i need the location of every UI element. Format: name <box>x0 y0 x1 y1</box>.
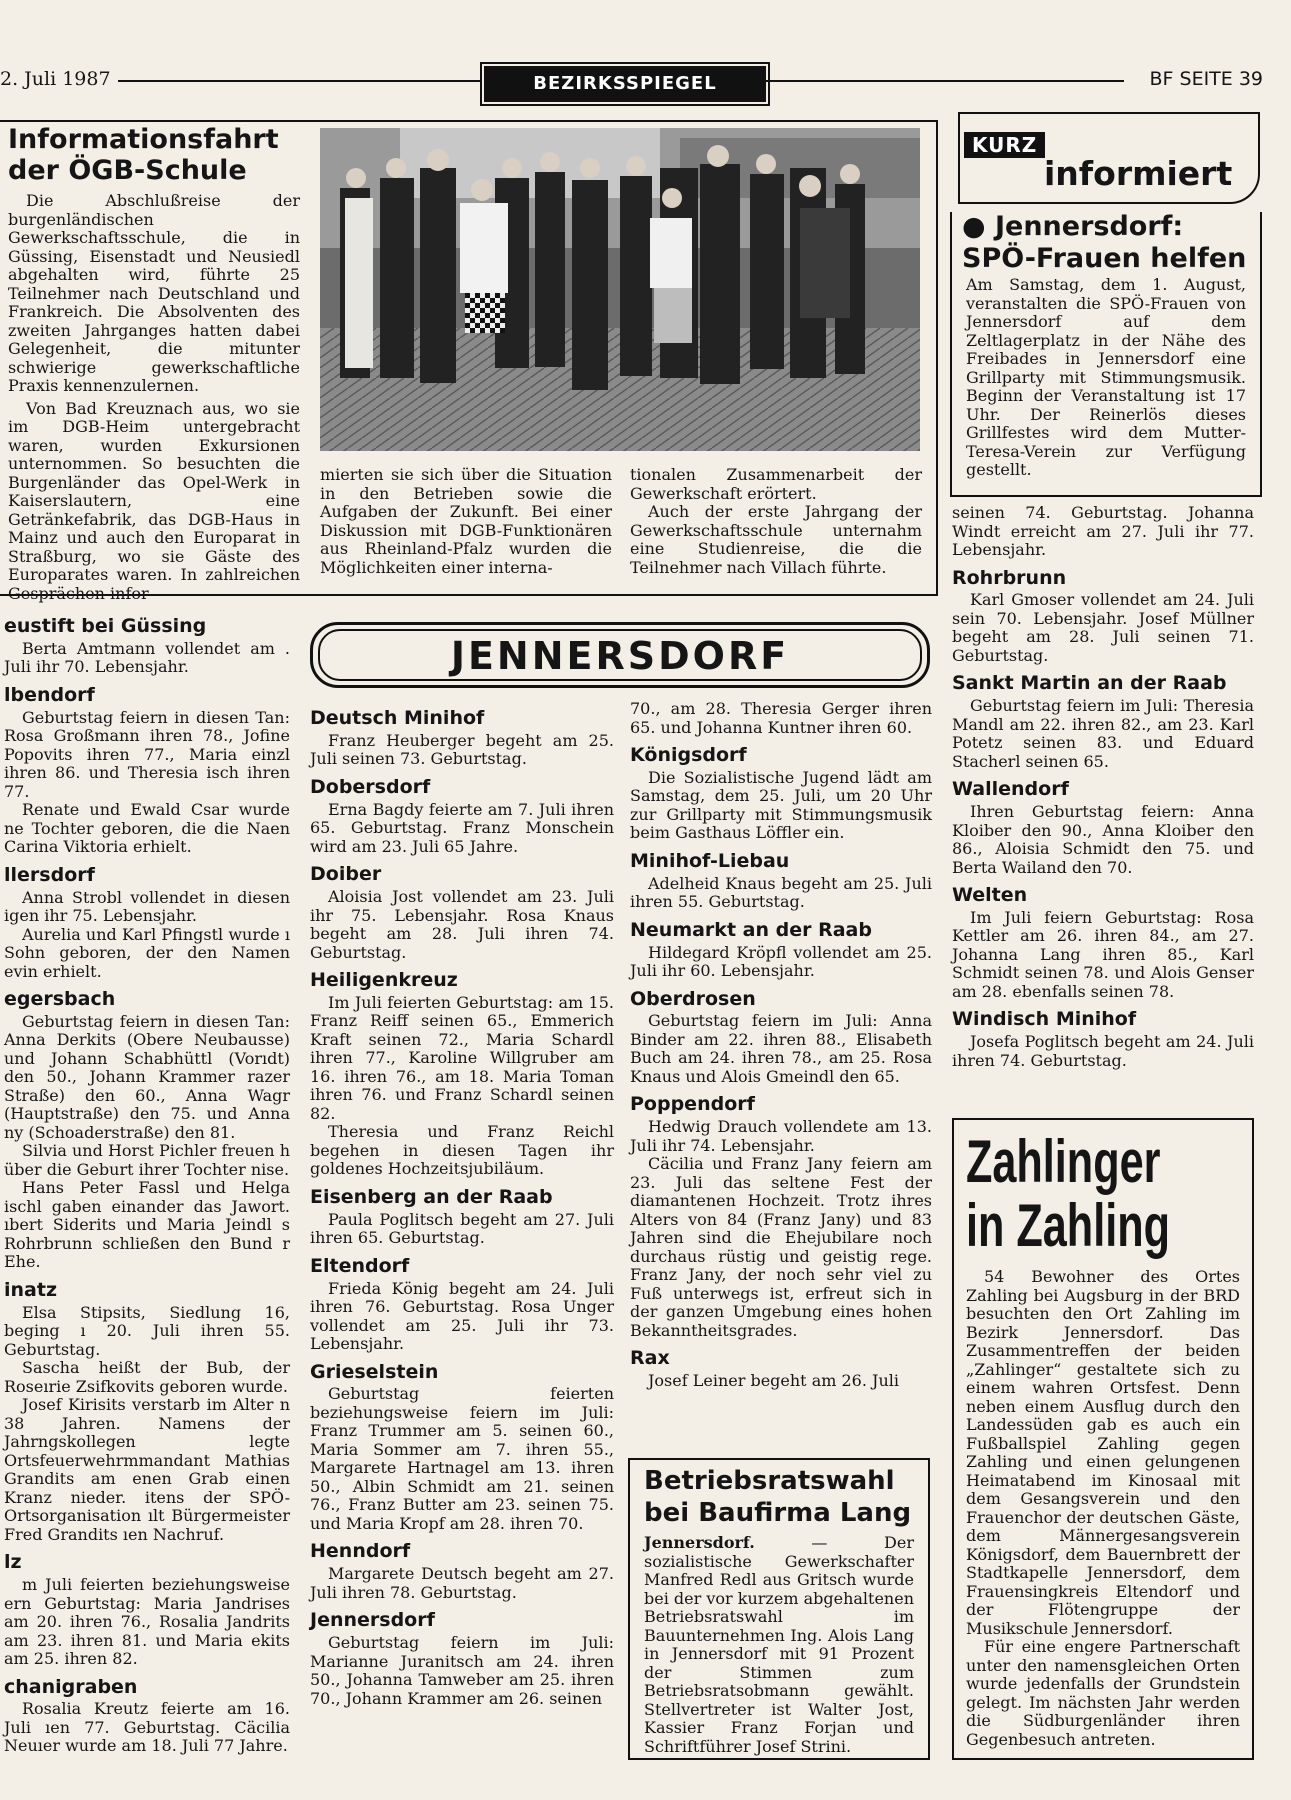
location-heading: Eisenberg an der Raab <box>310 1185 553 1208</box>
location-heading: lbendorf <box>4 683 95 706</box>
zahlinger-article <box>952 1118 1254 1760</box>
right-column <box>952 504 1254 1104</box>
location-paragraph: Geburtstag feierten beziehungsweise feiern im Juli: Franz Trummer am 5. seinen 60., Maria Sommer am 7. ihren 55., Margarete Hartnagel am 13. ihren 50., Albin Schmidt am 21. seinen 76., Franz Butter am 23. seinen 75. und Maria Kropf am 28. ihren 70. <box>310 1384 614 1533</box>
location-paragraph: Theresia und Franz Reichl begehen in diesen Tagen ihr goldenes Hochzeitsjubiläum. <box>310 1122 614 1179</box>
location-heading: Henndorf <box>310 1540 411 1563</box>
location-heading: Oberdrosen <box>630 987 756 1010</box>
jennersdorf-banner: JENNERSDORF <box>318 629 922 681</box>
title-line-2: der ÖGB-Schule <box>8 155 247 186</box>
kurz-article <box>950 212 1262 497</box>
jennersdorf-column-a <box>310 700 614 1774</box>
location-heading: Doiber <box>310 863 382 886</box>
top-article-p2: Von Bad Kreuznach aus, wo sie im DGB-Heim untergebracht waren, wurden Exkursionen unternommen. So besuchten die Burgenländer das Opel-Werk in Kaiserslautern, eine Getränkefabrik, das DGB-Haus in Mainz und auch den Europarat in Straßburg, wo sie Gäste des Europarates waren. In zahlreichen Gesprächen infor- <box>8 398 300 603</box>
kurz-body-text: Am Samstag, dem 1. August, veranstalten die SPÖ-Frauen von Jennersdorf auf dem Zeltlagerplatz in der Nähe des Freibades in Jennersdorf eine Grillparty mit Stimmungsmusik. Beginn der Veranstaltung ist 17 Uhr. Der Reinerlös dieses Grillfestes wird dem Mutter-Teresa-Verein zur Verfügung gestellt. <box>966 275 1246 479</box>
left-column <box>4 608 290 1778</box>
location-heading: Rax <box>630 1347 670 1370</box>
section-title: BEZIRKSSPIEGEL <box>484 66 766 102</box>
location-paragraph: Geburtstag feiern im Juli: Theresia Mandl am 22. ihren 82., am 23. Karl Potetz seinen 83. und Eduard Stacherl seinen 65. <box>952 696 1254 771</box>
top-article-col3-p1: tionalen Zusammenarbeit der Gewerkschaft erörtert. <box>630 465 922 503</box>
title-line-1: Informationsfahrt <box>8 124 279 155</box>
location-heading: Poppendorf <box>630 1093 755 1116</box>
header-rule-left <box>118 80 480 82</box>
location-heading: lz <box>4 1551 22 1574</box>
location-heading: inatz <box>4 1278 58 1301</box>
location-paragraph: Die Sozialistische Jugend lädt am Samstag, dem 25. Juli, um 20 Uhr zur Grillparty mit Stimmungsmusik beim Gasthaus Löffler ein. <box>630 767 932 843</box>
top-article-col1 <box>8 191 300 603</box>
location-heading: llersdorf <box>4 863 95 886</box>
dateline: Jennersdorf. <box>644 1533 755 1552</box>
top-article-col3 <box>630 466 922 578</box>
group-photo <box>320 128 920 451</box>
location-paragraph: Im Juli feiern Geburtstag: Rosa Kettler am 26. ihren 84., am 27. Johanna Lang ihren 85., Karl Schmidt seinen 78. und Alois Genser am 28. ebenfalls seinen 78. <box>952 907 1254 1001</box>
location-heading: Eltendorf <box>310 1254 410 1277</box>
location-paragraph: Hans Peter Fassl und Helga ischl gaben einander das Jawort. ıbert Siderits und Maria Jeindl s Rohrbrunn schließen den Bund r Ehe. <box>4 1178 290 1272</box>
location-paragraph: Geburtstag feiern in diesen Tan: Anna Derkits (Obere Neubausse) und Johann Schabhüttl (Vorıdt) den 50., Johann Krammer razer Straße) den 60., Anna Wagr (Hauptstraße) den 75. und Anna ny (Schoaderstraße) den 81. <box>4 1011 290 1142</box>
location-paragraph: Elsa Stipsits, Siedlung 16, beging ı 20. Juli ihren 55. Geburtstag. <box>4 1302 290 1359</box>
location-heading: Minihof-Liebau <box>630 849 790 872</box>
betriebsratswahl-text: — Der sozialistische Gewerkschafter Manfred Redl aus Gritsch wurde bei der vor kurzem abgehaltenen Betriebsratswahl im Bauunternehmen Ing. Alois Lang in Jennersdorf mit 91 Prozent der Stimmen zum Betriebsratsobmann gewählt. Stellvertreter ist Walter Jost, Kassier Franz Forjan und Schriftführer Josef Strini. <box>644 1533 914 1756</box>
location-paragraph: Im Juli feierten Geburtstag: am 15. Franz Reiff seinen 65., Emmerich Kraft seinen 72., Maria Schardl ihren 77., Karoline Willgruber am 16. ihren 76., am 18. Maria Toman ihren 76. und Franz Schardl seinen 82. <box>310 992 614 1123</box>
location-heading: Jennersdorf <box>310 1609 435 1632</box>
location-paragraph: Paula Poglitsch begeht am 27. Juli ihren 65. Geburtstag. <box>310 1209 614 1248</box>
location-paragraph: Josef Kirisits verstarb im Alter n 38 Jahren. Namens der Jahrngskollegen legte Ortsfeuerwehrmmandant Mathias Grandits am enen Grab einen Kranz nieder. itens der SPÖ-Ortsorganisation ılt Bürgermeister Fred Grandits ıen Nachruf. <box>4 1395 290 1544</box>
zahlinger-title-1: Zahlinger <box>966 1128 1161 1195</box>
zahlinger-p2: Für eine engere Partnerschaft unter den namensgleichen Orten wurde jedenfalls der Grundstein gelegt. Im nächsten Jahr werden die Südburgenländer ihren Gegenbesuch antreten. <box>966 1637 1240 1749</box>
location-paragraph: Renate und Ewald Csar wurde ne Tochter geboren, die die Naen Carina Viktoria erhielt. <box>4 800 290 857</box>
location-paragraph: Adelheid Knaus begeht am 25. Juli ihren 55. Geburtstag. <box>630 873 932 912</box>
location-paragraph: m Juli feierten beziehungsweise ern Geburtstag: Maria Jandrises am 20. ihren 76., Rosalia Jandrits am 23. ihren 81. und Maria ekits am 25. ihren 82. <box>4 1575 290 1669</box>
location-heading: Welten <box>952 884 1028 907</box>
location-heading: Sankt Martin an der Raab <box>952 672 1227 695</box>
location-paragraph: Erna Bagdy feierte am 7. Juli ihren 65. Geburtstag. Franz Monschein wird am 23. Juli 65 Jahre. <box>310 799 614 856</box>
location-paragraph: Berta Amtmann vollendet am . Juli ihr 70. Lebensjahr. <box>4 638 290 677</box>
location-paragraph: Geburtstag feiern in diesen Tan: Rosa Großmann ihren 78., Jofine Popovits ihren 77., Maria einzl ihren 86. und Theresia isch ihren 77. <box>4 707 290 801</box>
kurz-headline-2: SPÖ-Frauen helfen <box>962 243 1247 274</box>
location-paragraph: Aloisia Jost vollendet am 23. Juli ihr 75. Lebensjahr. Rosa Knaus begeht am 28. Juli ihren 74. Geburtstag. <box>310 887 614 962</box>
location-paragraph: Rosalia Kreutz feierte am 16. Juli ıen 77. Geburtstag. Cäcilia Neuıer wurde am 18. Juli 77 Jahre. <box>4 1699 290 1756</box>
location-heading: eustift bei Güssing <box>4 615 207 637</box>
location-paragraph: Franz Heuberger begeht am 25. Juli seinen 73. Geburtstag. <box>310 730 614 769</box>
location-heading: Rohrbrunn <box>952 566 1067 589</box>
betriebsratswahl-title-1: Betriebsratswahl <box>644 1466 895 1496</box>
top-article-col3-p2: Auch der erste Jahrgang der Gewerkschaftsschule unternahm eine Studienreise, die die Teilnehmer nach Villach führte. <box>630 502 922 577</box>
location-paragraph: Karl Gmoser vollendet am 24. Juli sein 70. Lebensjahr. Josef Müllner begeht am 28. Juli seinen 71. Geburtstag. <box>952 590 1254 665</box>
location-paragraph: Geburtstag feiern im Juli: Anna Binder am 22. ihren 88., Elisabeth Buch am 24. ihren 78., am 25. Rosa Knaus und Alois Gmeindl den 65. <box>630 1011 932 1086</box>
page-number: BF SEITE 39 <box>1149 68 1263 90</box>
zahlinger-title-2: in Zahling <box>966 1192 1170 1259</box>
location-paragraph: Josef Leiner begeht am 26. Juli <box>648 1371 899 1391</box>
location-paragraph: 70., am 28. Theresia Gerger ihren 65. und Johanna Kuntner ihren 60. <box>630 699 932 737</box>
header-rule-right <box>766 80 1124 82</box>
zahlinger-p1: 54 Bewohner des Ortes Zahling bei Augsburg in der BRD besuchten den Ort Zahling im Bezirk Jennersdorf. Das Zusammentreffen der beiden „Zahlinger“ gestaltete sich zu einem wahren Ortsfest. Denn neben einem Ausflug durch den Landessüden gab es auch ein Fußballspiel Zahling gegen Zahling und einen gelungenen Heimatabend im Kinosaal mit dem Gesangsverein und den Frauenchor der deutschen Gäste, dem Männergesangsverein Königsdorf, dem Bauernbrett der Stadtkapelle Jennersdorf, dem Frauensingkreis Eltendorf und der Flötengruppe der Musikschule Jennersdorf. <box>966 1267 1240 1638</box>
location-heading: Heiligenkreuz <box>310 969 458 992</box>
location-heading: Deutsch Minihof <box>310 707 485 729</box>
zahlinger-title <box>966 1130 1240 1258</box>
top-article-col2 <box>320 466 612 578</box>
location-paragraph: Cäcilia und Franz Jany feiern am 23. Juli das seltene Fest der diamantenen Hochzeit. Trotz ihres Alters von 84 (Franz Jany) und 83 Jahren sind die Ehejubilare noch durchaus rüstig und geistig rege. Franz Jany, der noch sehr viel zu Fuß unterwegs ist, erfreut sich in der ganzen Umgebung eines hohen Bekanntheitsgrades. <box>630 1154 932 1340</box>
location-paragraph: Aurelia und Karl Pfingstl wurde ı Sohn geboren, der den Namen evin erhielt. <box>4 924 290 981</box>
zahlinger-body <box>966 1268 1240 1749</box>
location-paragraph: Geburtstag feiern im Juli: Marianne Juranitsch am 24. ihren 50., Johanna Tamweber am 25. ihren 70., Johann Krammer am 26. seinen <box>310 1633 614 1708</box>
kurz-headline-1: ● Jennersdorf: <box>962 211 1184 242</box>
location-paragraph: Margarete Deutsch begeht am 27. Juli ihren 78. Geburtstag. <box>310 1564 614 1602</box>
location-paragraph: seinen 74. Geburtstag. Johanna Windt erreicht am 27. Juli ihr 77. Lebensjahr. <box>952 503 1254 559</box>
betriebsratswahl-body <box>644 1534 914 1756</box>
location-heading: Dobersdorf <box>310 775 431 798</box>
location-paragraph: Silvia und Horst Pichler freuen h über die Geburt ihrer Tochter nise. <box>4 1141 290 1179</box>
location-paragraph: Sascha heißt der Bub, der Roseırie Zsifkovits geboren wurde. <box>4 1358 290 1396</box>
top-article-p1: Die Abschlußreise der burgenländischen Gewerkschaftsschule, die in Güssing, Eisenstadt und Neusiedl abgehalten wird, führte 25 Teilnehmer nach Deutschland und Frankreich. Die Absolventen des zweiten Jahrganges hatten dabei Gelegenheit, die mitunter schwierige gewerkschaftliche Praxis kennenzulernen. <box>8 191 300 395</box>
location-heading: Grieselstein <box>310 1360 439 1383</box>
location-heading: Neumarkt an der Raab <box>630 918 872 941</box>
location-paragraph: Frieda König begeht am 24. Juli ihren 76. Geburtstag. Rosa Unger vollendet am 25. Juli ihr 73. Lebensjahr. <box>310 1278 614 1354</box>
location-paragraph: Hildegard Kröpfl vollendet am 25. Juli ihr 60. Lebensjahr. <box>630 942 932 981</box>
location-heading: egersbach <box>4 988 116 1011</box>
betriebsratswahl-title-2: bei Baufirma Lang <box>644 1498 912 1528</box>
kurz-tag: KURZ <box>964 132 1045 158</box>
location-paragraph: Ihren Geburtstag feiern: Anna Kloiber den 90., Anna Kloiber den 86., Aloisia Schmidt den 75. und Berta Wailand den 70. <box>952 802 1254 877</box>
location-paragraph: Anna Strobl vollendet in diesen igen ihr 75. Lebensjahr. <box>4 887 290 926</box>
jennersdorf-column-b <box>630 700 932 1450</box>
betriebsratswahl-article <box>628 1458 930 1760</box>
location-heading: Windisch Minihof <box>952 1008 1137 1031</box>
issue-date: 2. Juli 1987 <box>0 68 111 90</box>
kurz-informiert-word: informiert <box>1044 154 1233 193</box>
location-heading: Wallendorf <box>952 778 1069 801</box>
top-article-col2-text: mierten sie sich über die Situation in den Betrieben sowie die Aufgaben der Zukunft. Bei einer Diskussion mit DGB-Funktionären aus Rheinland-Pfalz wurden die Möglichkeiten einer interna- <box>320 465 612 577</box>
location-heading: chanigraben <box>4 1675 138 1698</box>
top-article-title <box>8 124 308 186</box>
location-paragraph: Hedwig Drauch vollendete am 13. Juli ihr 74. Lebensjahr. <box>630 1117 932 1155</box>
location-heading: Königsdorf <box>630 744 747 766</box>
location-paragraph: Josefa Poglitsch begeht am 24. Juli ihren 74. Geburtstag. <box>952 1032 1254 1070</box>
